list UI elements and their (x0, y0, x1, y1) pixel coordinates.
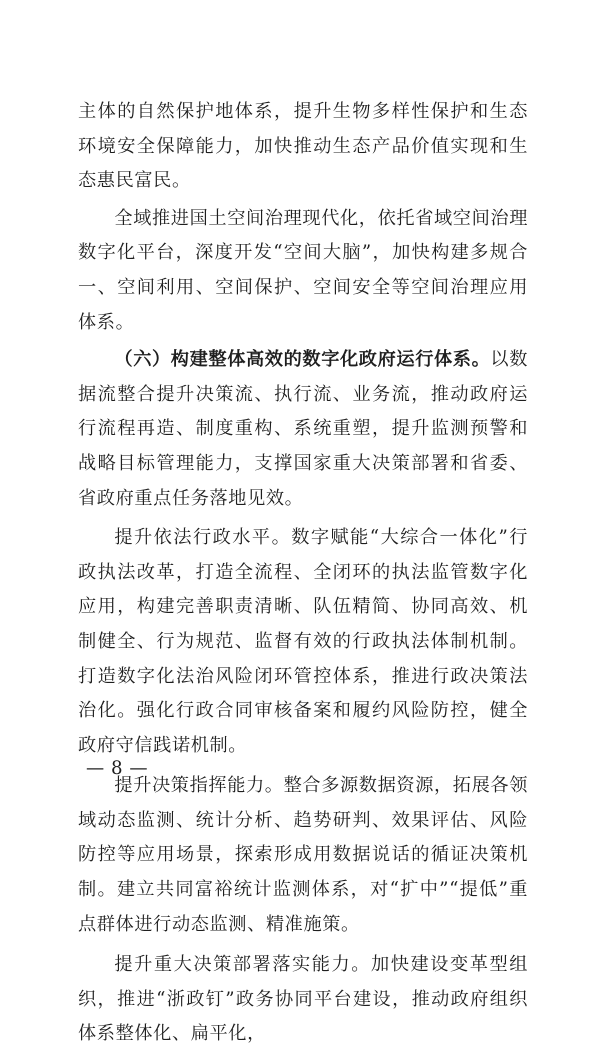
paragraph-3 (78, 343, 528, 516)
paragraph-2-text: 全域推进国土空间治理现代化，依托省域空间治理数字化平台，深度开发“空间大脑”，加快构建多规合一、空间利用、空间保护、空间安全等空间治理应用体系。 (78, 207, 528, 333)
paragraph-4-text: 提升依法行政水平。数字赋能“大综合一体化”行政执法改革，打造全流程、全闭环的执法监管数字化应用，构建完善职责清晰、队伍精简、协同高效、机制健全、行为规范、监督有效的行政执法体制机制。打造数字化法治风险闭环管控体系，推进行政决策法治化。强化行政合同审核备案和履约风险防控，健全政府守信践诺机制。 (78, 527, 528, 756)
paragraph-3-text: 以数据流整合提升决策流、执行流、业务流，推动政府运行流程再造、制度重构、系统重塑，提升监测预警和战略目标管理能力，支撑国家重大决策部署和省委、省政府重点任务落地见效。 (78, 349, 528, 509)
document-body (78, 95, 528, 1052)
paragraph-6-text: 提升重大决策部署落实能力。加快建设变革型组织，推进“浙政钉”政务协同平台建设，推动政府组织体系整体化、扁平化， (78, 954, 528, 1045)
paragraph-6 (78, 948, 528, 1052)
section-heading: （六）构建整体高效的数字化政府运行体系。 (114, 349, 491, 371)
paragraph-1-text: 主体的自然保护地体系，提升生物多样性保护和生态环境安全保障能力，加快推动生态产品价值实现和生态惠民富民。 (78, 101, 528, 192)
paragraph-4 (78, 521, 528, 763)
page-number: — 8 — (86, 758, 149, 779)
paragraph-2 (78, 202, 528, 340)
paragraph-5 (78, 769, 528, 942)
paragraph-5-text: 提升决策指挥能力。整合多源数据资源，拓展各领域动态监测、统计分析、趋势研判、效果评估、风险防控等应用场景，探索形成用数据说话的循证决策机制。建立共同富裕统计监测体系，对“扩中”“提低”重点群体进行动态监测、精准施策。 (78, 775, 528, 935)
paragraph-1 (78, 95, 528, 199)
